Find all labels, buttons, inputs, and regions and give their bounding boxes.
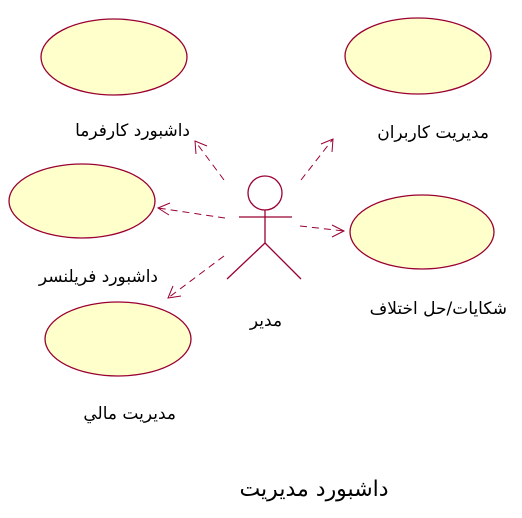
association-employer-dashboard bbox=[195, 141, 224, 180]
actor-admin[interactable] bbox=[227, 176, 301, 331]
use-case-ellipse[interactable] bbox=[41, 19, 187, 95]
use-case-ellipse[interactable] bbox=[45, 302, 191, 376]
association-line bbox=[300, 226, 344, 231]
use-case-freelancer-dashboard[interactable] bbox=[9, 164, 158, 287]
actor-head bbox=[248, 176, 282, 210]
use-case-label: داشبورد فريلنسر bbox=[38, 267, 158, 287]
association-line bbox=[195, 141, 224, 180]
use-case-label: مديريت مالي bbox=[83, 404, 176, 424]
use-case-ellipse[interactable] bbox=[345, 18, 491, 94]
use-case-ellipse[interactable] bbox=[350, 195, 494, 269]
association-line bbox=[158, 208, 225, 218]
association-financial-management bbox=[168, 256, 224, 298]
diagram-title: داشبورد مديريت bbox=[239, 477, 389, 502]
use-case-label: شكايات/حل اختلاف bbox=[369, 299, 507, 319]
use-case-user-management[interactable] bbox=[345, 18, 491, 143]
association-line bbox=[168, 256, 224, 298]
association-freelancer-dashboard bbox=[158, 203, 225, 218]
arrowhead-icon bbox=[195, 141, 207, 154]
association-line bbox=[301, 139, 333, 180]
stick-figure-actor-icon[interactable] bbox=[227, 176, 301, 279]
use-case-employer-dashboard[interactable] bbox=[41, 19, 190, 141]
actor-left-leg bbox=[227, 243, 265, 279]
use-case-ellipse[interactable] bbox=[9, 164, 155, 238]
use-case-label: داشبورد كارفرما bbox=[75, 121, 190, 141]
actor-right-leg bbox=[265, 243, 301, 279]
actor-label: مدير bbox=[249, 311, 283, 331]
use-case-label: مديريت كاربران bbox=[377, 123, 489, 143]
association-complaints-disputes bbox=[300, 225, 344, 237]
association-user-management bbox=[301, 139, 333, 180]
use-case-financial-management[interactable] bbox=[45, 302, 191, 424]
use-case-complaints-disputes[interactable] bbox=[350, 195, 507, 319]
arrowhead-icon bbox=[168, 286, 181, 298]
